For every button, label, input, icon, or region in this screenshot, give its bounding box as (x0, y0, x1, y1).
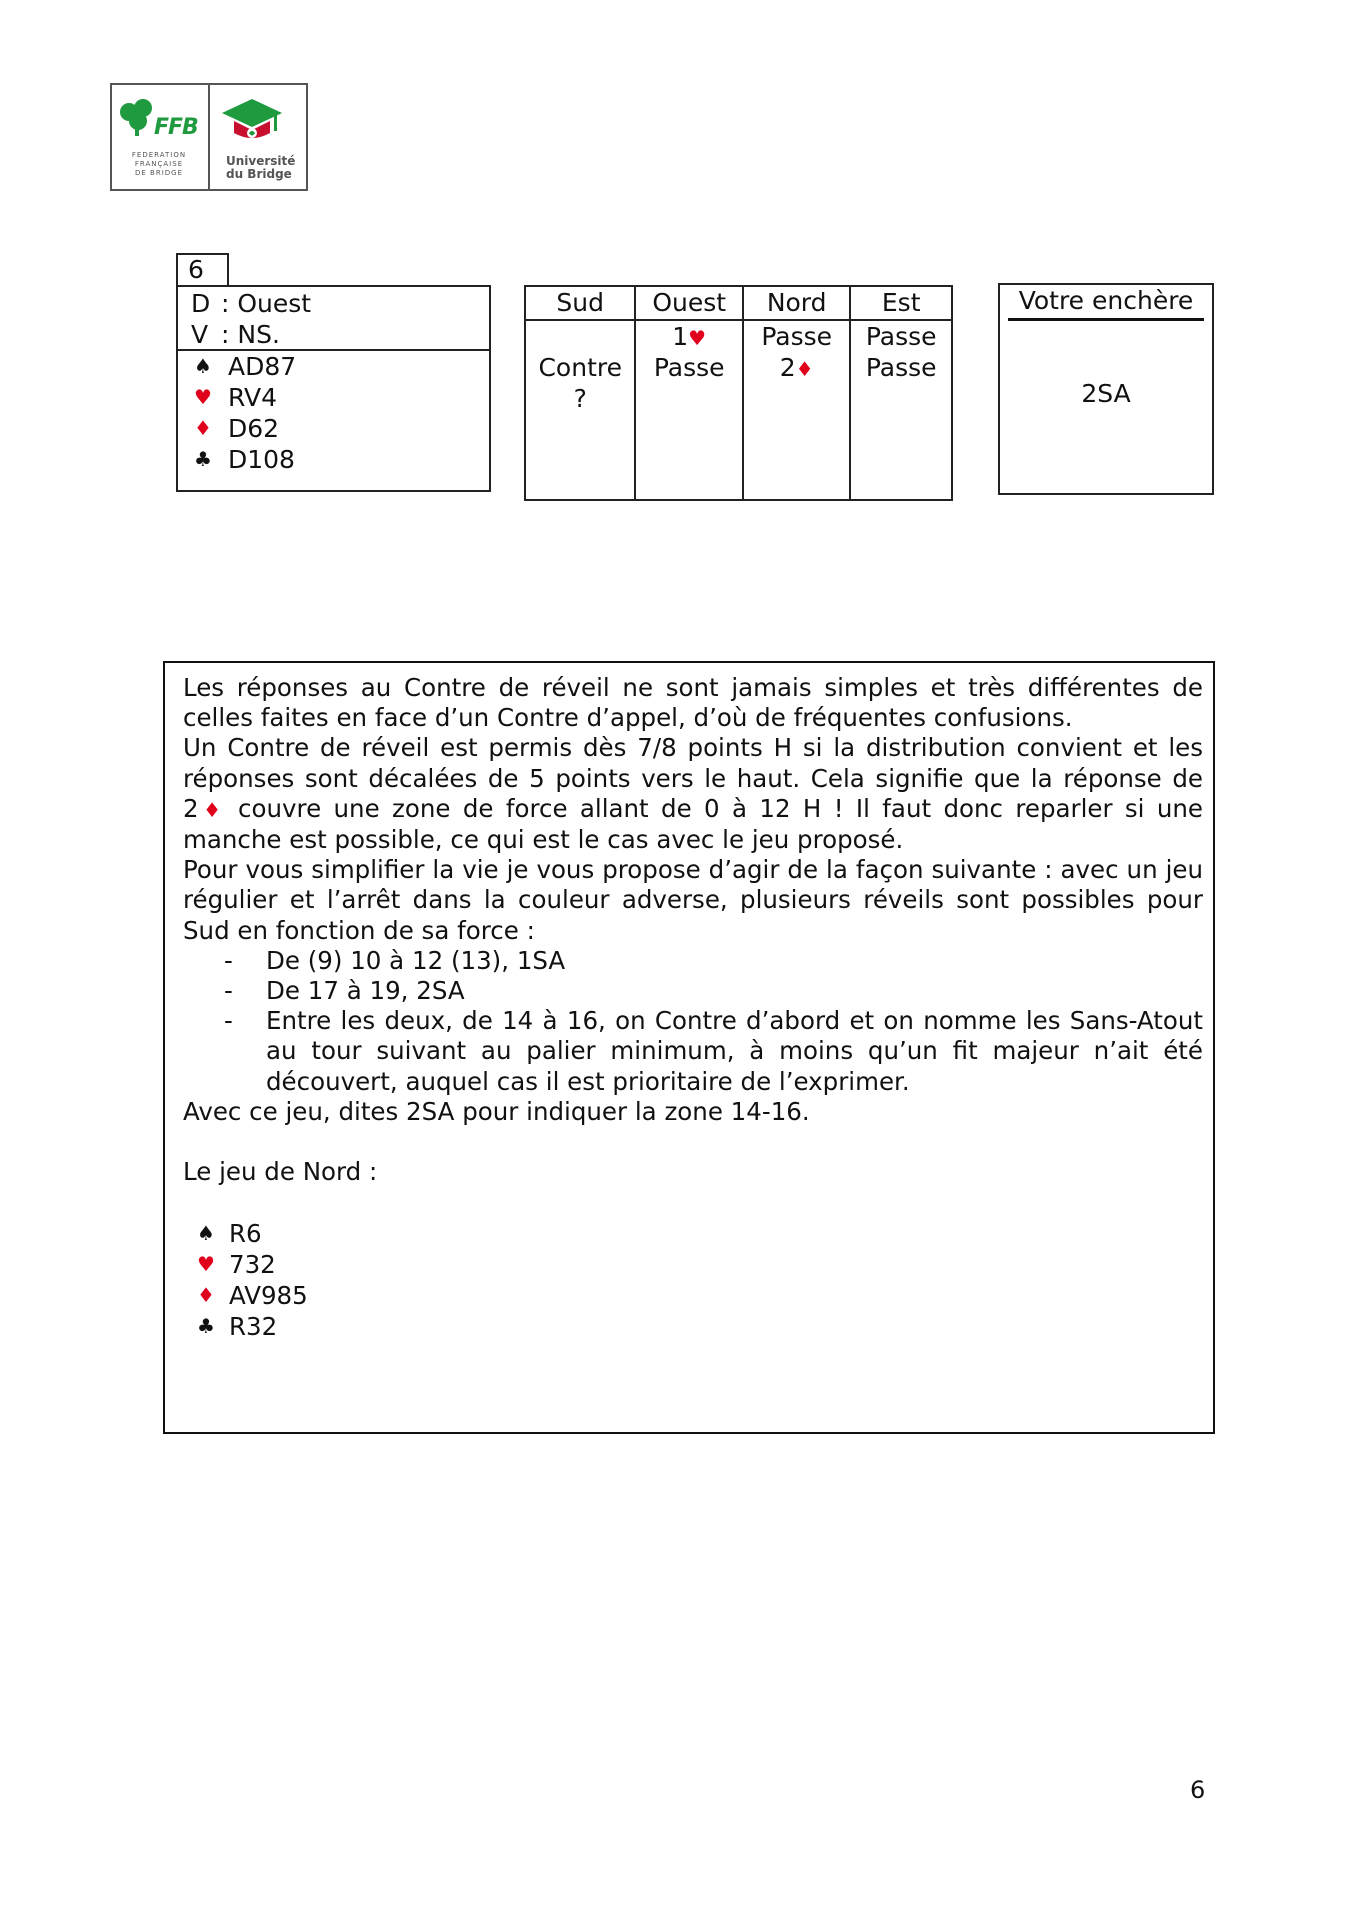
bid-cell (526, 321, 634, 352)
north-hand-title: Le jeu de Nord : (183, 1157, 378, 1187)
diamond-cards: AV985 (229, 1280, 308, 1310)
answer-value: 2SA (1081, 379, 1131, 408)
club-cards: D108 (228, 445, 295, 474)
heart-cards: RV4 (228, 383, 278, 412)
list-item: - De (9) 10 à 12 (13), 1SA (224, 945, 566, 975)
hand-row-spade (183, 1218, 1203, 1249)
hand-row-diamond (178, 413, 489, 444)
federation-text: FEDERATION FRANÇAISE DE BRIDGE (131, 151, 187, 177)
ffb-word: FFB (154, 115, 198, 140)
bid-cell: Contre (538, 353, 622, 382)
club-cards: R32 (229, 1311, 278, 1341)
bid-cell: Passe (761, 322, 833, 351)
spade-icon: ♠ (197, 1220, 215, 1245)
spade-cards: R6 (229, 1218, 262, 1248)
north-hand (183, 1218, 1203, 1342)
list-item: - De 17 à 19, 2SA (224, 976, 465, 1006)
club-icon: ♣ (194, 447, 212, 471)
bid-cell: ? (573, 384, 587, 413)
answer-title: Votre enchère (1018, 286, 1194, 315)
hand-row-club (183, 1311, 1203, 1342)
explanation-paragraph: Les réponses au Contre de réveil ne sont jamais simples et très différentes de celles faites en face d’un Contre d’appel, d’où de fréquentes confusions. (183, 673, 1203, 733)
hand-row-diamond (183, 1280, 1203, 1311)
diamond-icon: ♦ (194, 416, 212, 440)
diamond-icon: ♦ (197, 1282, 215, 1307)
bid-cell: Passe (653, 353, 725, 382)
bid-cell: Passe (865, 322, 937, 351)
bid-cell: 2♦ (779, 353, 814, 382)
explanation-paragraph: Avec ce jeu, dites 2SA pour indiquer la zone 14-16. (183, 1096, 810, 1126)
ffb-logo-left (112, 85, 210, 189)
bid-column-sud (526, 287, 636, 499)
spade-cards: AD87 (228, 352, 297, 381)
bid-column-nord (744, 287, 851, 499)
hand-row-heart (178, 382, 489, 413)
graduation-cap-icon (218, 93, 288, 145)
explanation-box (163, 661, 1215, 1434)
bid-header-est: Est (851, 287, 951, 321)
bid-cell: 1♥ (672, 322, 707, 351)
diamond-icon: ♦ (795, 357, 814, 381)
south-hand (178, 351, 489, 475)
hand-row-spade (178, 351, 489, 382)
hand-row-club (178, 444, 489, 475)
heart-cards: 732 (229, 1249, 276, 1279)
answer-box (998, 283, 1214, 495)
bid-column-ouest (636, 287, 743, 499)
heart-icon: ♥ (688, 326, 707, 350)
diamond-cards: D62 (228, 414, 280, 443)
university-text: Université du Bridge (226, 154, 296, 181)
bid-header-nord: Nord (744, 287, 849, 321)
list-item: - Entre les deux, de 14 à 16, on Contre d’abord et on nomme les Sans-Atout au tour suivant au palier minimum, à moins qu’un fit majeur n’ait été découvert, auquel cas il est prioritaire de l’exprimer. (224, 1006, 1203, 1096)
heart-icon: ♥ (194, 385, 212, 409)
deal-info (178, 287, 489, 351)
spade-icon: ♠ (194, 354, 212, 378)
explanation-paragraph: Pour vous simplifier la vie je vous propose d’agir de la façon suivante : avec un jeu régulier et l’arrêt dans la couleur adverse, plusieurs réveils sont possibles pour Sud en fonction de sa force : (183, 855, 1203, 945)
ffb-logo-right (210, 85, 306, 189)
bid-header-sud: Sud (526, 287, 634, 321)
bidding-table (524, 285, 953, 501)
explanation-paragraph: Un Contre de réveil est permis dès 7/8 points H si la distribution convient et les réponses sont décalées de 5 points vers le haut. Cela signifie que la réponse de 2♦ couvre une zone de force allant de 0 à 12 H ! Il faut donc reparler si une manche est possible, ce qui est le cas avec le jeu proposé. (183, 733, 1203, 855)
bid-header-ouest: Ouest (636, 287, 741, 321)
page-number: 6 (1190, 1776, 1206, 1804)
vulnerability-line: V : NS. (191, 320, 280, 349)
ffb-logo (110, 83, 308, 191)
bid-cell: Passe (865, 353, 937, 382)
dealer-line: D : Ouest (191, 289, 312, 318)
club-icon: ♣ (197, 1313, 215, 1338)
bid-column-est (851, 287, 951, 499)
deal-box (176, 285, 491, 492)
deal-number: 6 (176, 253, 229, 287)
explanation-list (183, 946, 1203, 1097)
diamond-icon: ♦ (198, 797, 226, 822)
answer-divider (1008, 318, 1204, 321)
hand-row-heart (183, 1249, 1203, 1280)
heart-icon: ♥ (197, 1251, 215, 1276)
